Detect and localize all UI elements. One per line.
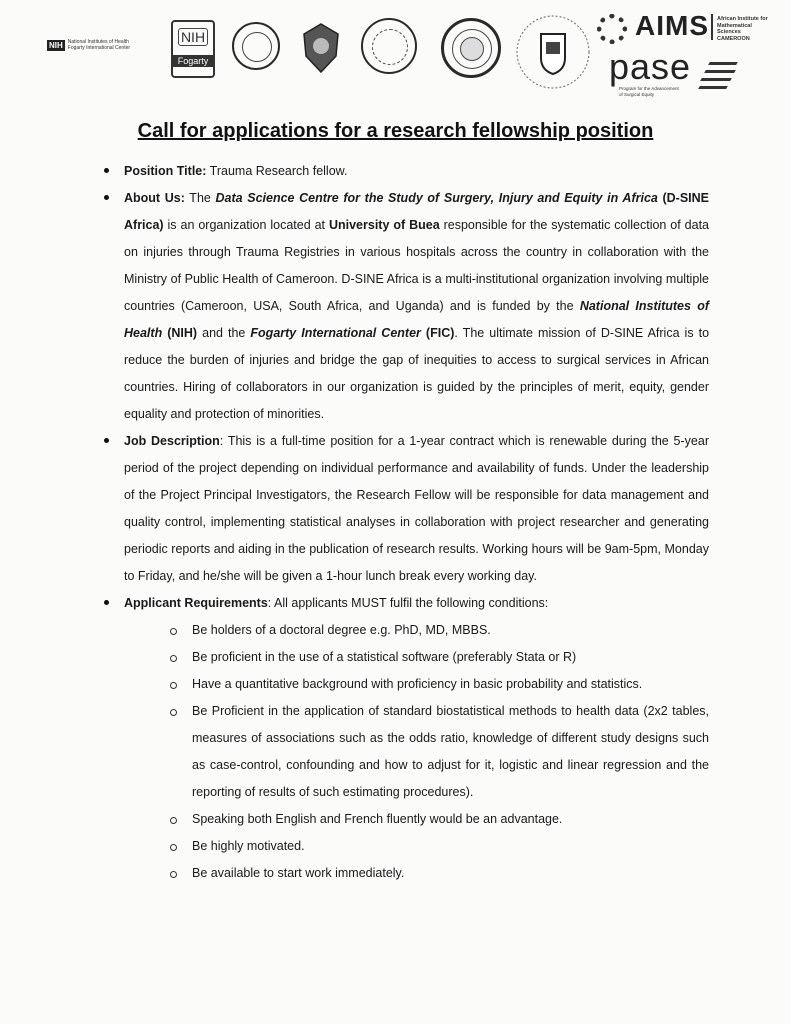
job-section (124, 428, 709, 590)
bullet-icon (104, 195, 109, 200)
list-item: Speaking both English and French fluently would be an advantage. (124, 806, 709, 833)
circle-bullet-icon (170, 817, 177, 824)
requirements-section (124, 590, 709, 887)
circle-bullet-icon (170, 682, 177, 689)
aims-description: African Institute for Mathematical Sciences (717, 16, 768, 35)
university-seal-logo (361, 18, 417, 74)
fic-name: Fogarty International Center (250, 326, 421, 340)
aims-country: CAMEROON (717, 35, 750, 42)
position-label: Position Title: (124, 164, 207, 178)
aims-wordmark: AIMS (635, 10, 709, 41)
document-body (124, 158, 709, 887)
university-name: University of Buea (328, 218, 440, 232)
nih-logo-text: National Institutes of Health (67, 39, 129, 45)
institution-seal-logo (441, 18, 501, 78)
job-text: : This is a full-time position for a 1-year contract which is renewable during the 5-year period of the project depending on individual performance and availability of funds. Under the leadership of the Project Principal Investigators, the Research Fellow will be responsible for data management and quality control, implementing statistical analyses in collaboration with project researcher and generating periodic reports and aiding in the publication of research results. Working hours will be 9am-5pm, Monday to Friday, and he/she will be given a 1-hour lunch break every working day. (124, 434, 709, 583)
position-text: Trauma Research fellow. (206, 164, 348, 178)
bullet-icon (104, 168, 109, 173)
pase-description: Program for the Advancement of Surgical Equity (619, 86, 679, 97)
requirements-list (124, 617, 709, 887)
university-crest-logo (298, 22, 344, 74)
circle-bullet-icon (170, 628, 177, 635)
cameroon-seal-logo (232, 22, 280, 70)
list-item: Be Proficient in the application of standard biostatistical methods to health data (2x2 tables, measures of associations such as the odds ratio, knowledge of different study designs such as case-control, confounding and how to adjust for it, logistic and linear regression and the reporting of results of such estimating procedures). (124, 698, 709, 806)
circle-bullet-icon (170, 844, 177, 851)
page-title: Call for applications for a research fellowship position (137, 120, 654, 142)
pase-wordmark: pase (609, 46, 692, 87)
position-section (124, 158, 709, 185)
nih-fogarty-bottom: Fogarty (173, 55, 213, 67)
logo-banner (0, 0, 791, 100)
requirements-text: : All applicants MUST fulfil the following conditions: (267, 596, 549, 610)
job-label: Job Description (124, 434, 220, 448)
nih-badge: NIH (49, 40, 63, 50)
circle-bullet-icon (170, 871, 177, 878)
list-item: Be highly motivated. (124, 833, 709, 860)
fic-logo-text: Fogarty International Center (67, 45, 131, 51)
aims-gear-icon (597, 14, 627, 44)
centre-name: Data Science Centre for the Study of Surgery, Injury and Equity in Africa (215, 191, 658, 205)
nih-name: National Institutes of Health (124, 299, 710, 340)
nih-fogarty-logo (171, 20, 215, 78)
bullet-icon (104, 438, 109, 443)
nih-fic-logo (47, 38, 147, 52)
list-item: Be holders of a doctoral degree e.g. PhD, MD, MBBS. (124, 617, 709, 644)
list-item: Have a quantitative background with proficiency in basic probability and statistics. (124, 671, 709, 698)
nih-fogarty-top: NIH (178, 28, 208, 46)
requirements-label: Applicant Requirements (124, 596, 268, 610)
circle-bullet-icon (170, 655, 177, 662)
aims-pase-logo (597, 8, 777, 100)
about-section: About Us: The Data Science Centre for the Study of Surgery, Injury and Equity in Africa (D-SINE Africa) is an organization located at University of Buea responsible for the systematic collection of data on injuries through Trauma Registries in various hospitals across the country in collaboration with the Ministry of Public Health of Cameroon. D-SINE Africa is a multi-institutional organization involving multiple countries (Cameroon, USA, South Africa, and Uganda) and is funded by the National Institutes of Health (NIH) and the Fogarty International Center (FIC). The ultimate mission of D-SINE Africa is to reduce the burden of injuries and bridge the gap of inequities to access to surgical services in African countries. Hiring of collaborators in our organization is guided by the principles of merit, equity, gender equality and protection of minorities. (124, 185, 709, 428)
pase-stripes-icon (699, 58, 739, 92)
university-cape-town-logo (513, 12, 593, 92)
list-item: Be available to start work immediately. (124, 860, 709, 887)
circle-bullet-icon (170, 709, 177, 716)
bullet-icon (104, 600, 109, 605)
about-label: About Us: (124, 191, 185, 205)
list-item: Be proficient in the use of a statistical software (preferably Stata or R) (124, 644, 709, 671)
